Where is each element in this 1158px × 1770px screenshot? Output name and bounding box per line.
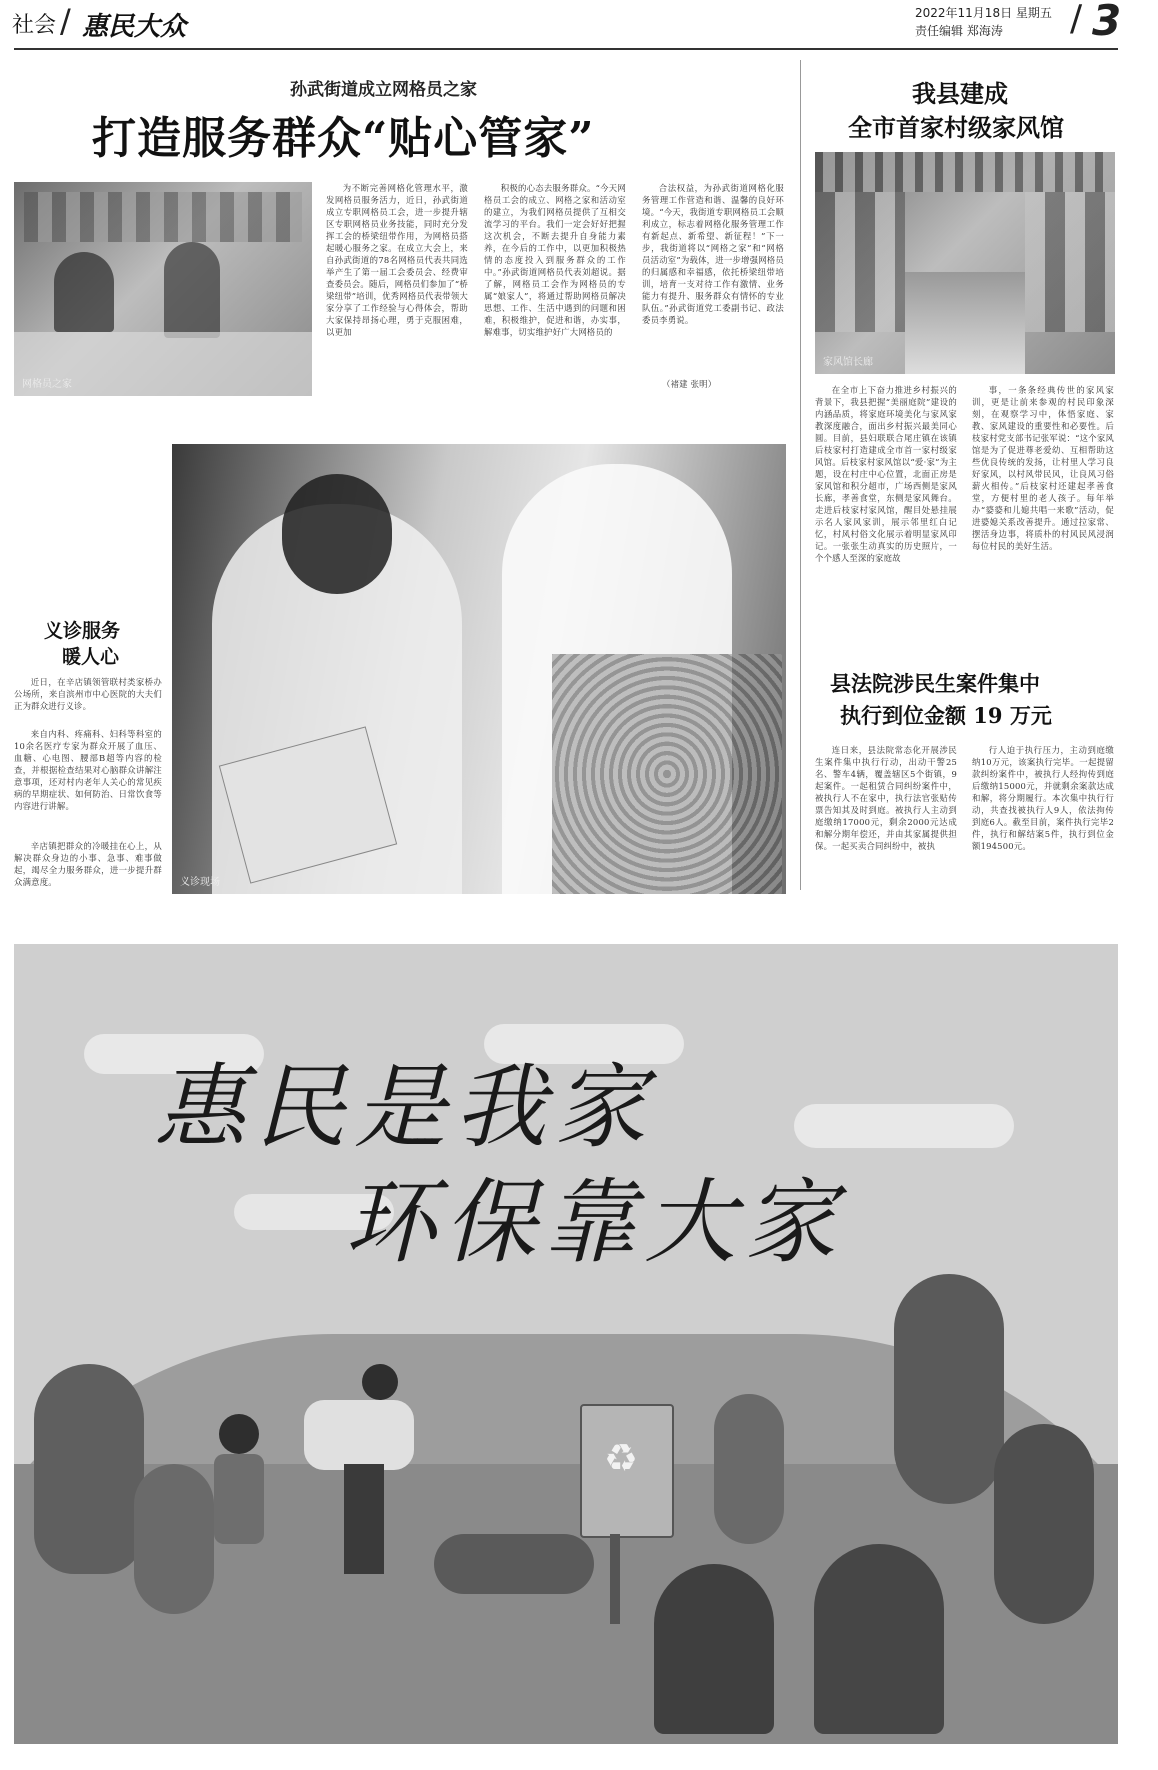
story3-headline-line2: 暖人心 [62,646,120,668]
environment-poster [14,944,1118,1744]
story2-col1: 在全市上下奋力推进乡村振兴的背景下，我县把握“美丽庭院”建设的内涵品质，将家庭环境美化与家风家教深度融合，面出乡村振兴最美同心圆。目前，县妇联联合尾庄镇在该镇后枝家村打造建成全市首一家村级家风馆。后枝家村家风馆以“爱·家”为主题，设在村庄中心位置，北面正房是家风馆和积分超市，广场西侧是家风长廊，孝善食堂，东侧是家风舞台。走进后枝家村家风馆，醒目处悬挂展示名人家风家训，展示邻里红白记忆，村风村俗文化展示着明显家风印记。一张张生动真实的历史照片，一个个感人至深的家庭故 [815,385,957,563]
story1-col3: 合法权益，为孙武街道网格化服务管理工作营造和谐、温馨的良好环境。“今天，我街道专职网格员工会顺利成立，标志着网格化服务管理工作有新起点、新希望、新征程！”下一步，我街道将以“网格之家”和“网格员活动室”为载体，进一步增强网格员的归属感和幸福感，依托桥梁纽带培训，培育一支对待工作有激情、业务能力有提升、服务群众有情怀的专业队伍。”孙武街道党工委副书记、政法委员李勇说。 [642,183,784,325]
column-divider [800,60,801,890]
section-slash: / [60,2,71,40]
recycle-icon: ♻ [604,1436,639,1480]
story1-byline: （褚建 张明） [662,379,717,389]
story2-col2: 事，一条条经典传世的家风家训，更是让前来参观的村民印象深刻，在观察学习中，体悟家庭、家教、家风建设的重要性和必要性。后枝家村党支部书记张军说：“这个家风馆是为了促进尊老爱幼、互相帮助这些优良传统的发扬，让村里人学习良好家风，以村风带民风，让良风习俗薪火相传。”后枝家村还建起孝善食堂，方便村里的老人孩子。每年举办“婆婆和儿媳共唱一来歌”活动，促进婆媳关系改善提升。通过拉家常、摆活身边事，将质朴的村风民风浸润每位村民的美好生活。 [972,385,1114,551]
story2-headline-line2: 全市首家村级家风馆 [848,113,1064,142]
story3-para1: 近日，在辛店镇领管联村类家桥办公场所，来自滨州市中心医院的大夫们正为群众进行义诊。 [14,677,162,711]
poster-slogan-line2: 环保靠大家 [344,1169,845,1276]
poster-slogan-line1: 惠民是我家 [154,1054,655,1161]
story1-col1: 为不断完善网格化管理水平，激发网格员服务活力，近日，孙武街道成立专职网格员工会，进一步提升辖区专职网格员业务技能，同时充分发挥工会的桥梁纽带作用，为网格员搭起暖心服务之家。在成立大会上，来自孙武街道的78名网格员代表共同选举产生了第一届工会委员会、经费审查委员会。随后，网格员们参加了“桥梁纽带”培训，优秀网格员代表带领大家分享了工作经验与心得体会，帮助大家保持昂扬心理，勇于克服困难，以更加 [326,183,468,337]
story2-photo-label: 家风馆长廊 [823,357,873,368]
story1-photo-label: 网格员之家 [22,379,72,390]
page-number: 3 [1092,0,1122,45]
story2-headline-line1: 我县建成 [912,79,1008,108]
story4-col1: 连日来，县法院常态化开展涉民生案件集中执行行动，出动干警25名、警车4辆，覆盖辖区5个街镇，9起案件。一起租赁合同纠纷案件中，被执行人不在家中，执行法官张贴传票告知其及时到庭。被执行人主动到庭缴纳17000元，剩余2000元达成和解分期年偿还，并由其家属提供担保。一起买卖合同纠纷中，被执 [815,745,957,851]
section-name: 社会 [12,13,57,38]
story3-para2: 来自内科、疼痛科、妇科等科室的10余名医疗专家为群众开展了血压、血糖、心电图、腰部B超等内容的检查，并根据检查结果对心脑群众讲解注意事项，还对村内老年人关心的常见疾病的早期症状、如何防治、日常饮食等内容进行讲解。 [14,729,162,811]
masthead [10,0,1148,48]
editor-line: 责任编辑 郑海涛 [915,24,1003,38]
story1-photo [14,182,312,396]
header-rule [14,48,1118,50]
column-name: 惠民大众 [82,12,187,42]
story2-photo [815,152,1115,374]
story4-headline-line2: 执行到位金额 19 万元 [840,703,1052,728]
story3-headline-line1: 义诊服务 [44,620,121,642]
story3-para3: 辛店镇把群众的冷暖挂在心上，从解决群众身边的小事、急事、难事做起，竭尽全力服务群众，进一步提升群众满意度。 [14,841,162,887]
story1-kicker: 孙武街道成立网格员之家 [290,80,477,100]
story1-headline: 打造服务群众“贴心管家” [92,113,595,164]
page-slash: / [1070,0,1083,39]
story1-col2: 积极的心态去服务群众。“今天网格员工会的成立、网格之家和活动室的建立，为我们网格员提供了互相交流学习的平台。我们一定会好好把握这次机会，不断去提升自身能力素养，在今后的工作中，以更加积极热情的态度投入到服务群众的工作中。”孙武街道网格员代表刘超说。据了解，网格员工会作为网格员的专属“娘家人”，将通过帮助网格员解决思想、工作、生活中遇到的问题和困难，积极维护，促进和谐，办实事，解难事，切实维护好广大网格员的 [484,183,626,337]
recycling-bin [580,1404,674,1538]
story3-photo [172,444,786,894]
story4-headline-line1: 县法院涉民生案件集中 [830,671,1040,696]
story3-photo-label: 义诊现场 [180,877,220,888]
date-line: 2022年11月18日 星期五 [915,6,1052,20]
story4-col2: 行人迫于执行压力，主动到庭缴纳10万元，该案执行完毕。一起提留款纠纷案件中，被执行人经拘传到庭后缴纳15000元，并就剩余案款达成和解，将分期履行。本次集中执行行动，共查找被执行人9人，依法拘传到庭6人。截至目前，案件执行完毕2件，执行和解结案5件，执行到位金额194500元。 [972,745,1114,851]
